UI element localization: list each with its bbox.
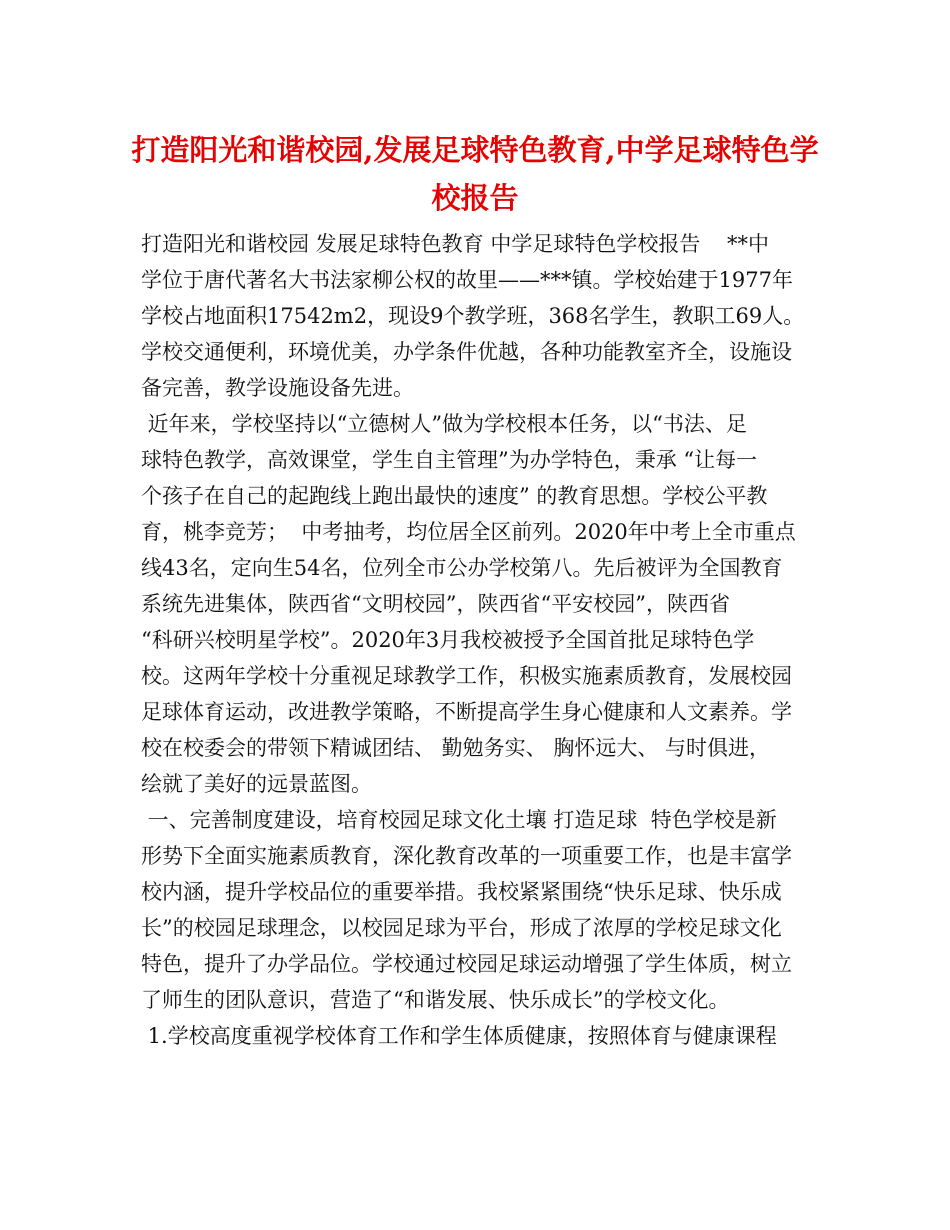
body-line: 形势下全面实施素质教育，深化教育改革的一项重要工作，也是丰富学 — [141, 844, 792, 868]
body-line: 校。这两年学校十分重视足球教学工作，积极实施素质教育，发展校园 — [141, 664, 792, 688]
body-line: 学校占地面积17542m2，现设9个教学班，368名学生，教职工69人。 — [141, 304, 805, 328]
body-line: 系统先进集体，陕西省“文明校园”，陕西省“平安校园”，陕西省 — [141, 592, 730, 616]
body-line: 1.学校高度重视学校体育工作和学生体质健康，按照体育与健康课程 — [141, 1024, 777, 1048]
body-line: 特色，提升了办学品位。学校通过校园足球运动增强了学生体质，树立 — [141, 952, 792, 976]
body-line: 校内涵，提升学校品位的重要举措。我校紧紧围绕“快乐足球、快乐成 — [141, 880, 782, 904]
body-line: 球特色教学，高效课堂，学生自主管理”为办学特色，秉承 “让每一 — [141, 448, 758, 472]
body-line: “科研兴校明星学校”。2020年3月我校被授予全国首批足球特色学 — [141, 628, 755, 652]
body-line: 线43名，定向生54名，位列全市公办学校第八。先后被评为全国教育 — [141, 556, 783, 580]
title-line: 打造阳光和谐校园,发展足球特色教育,中学足球特色学 — [131, 133, 819, 167]
body-line: 备完善，教学设施设备先进。 — [141, 376, 414, 400]
body-line: 近年来，学校坚持以“立德树人”做为学校根本任务，以“书法、足 — [141, 412, 747, 436]
body-line: 长”的校园足球理念，以校园足球为平台，形成了浓厚的学校足球文化 — [141, 916, 782, 940]
body-line: 育，桃李竞芳； 中考抽考，均位居全区前列。2020年中考上全市重点 — [141, 520, 796, 544]
document-body — [141, 226, 816, 1054]
body-line: 学位于唐代著名大书法家柳公权的故里——***镇。学校始建于1977年 — [141, 268, 793, 292]
body-line: 打造阳光和谐校园 发展足球特色教育 中学足球特色学校报告 **中 — [141, 232, 770, 256]
body-line: 了师生的团队意识，营造了“和谐发展、快乐成长”的学校文化。 — [141, 988, 730, 1012]
body-line: 绘就了美好的远景蓝图。 — [141, 772, 372, 796]
body-line: 学校交通便利，环境优美，办学条件优越，各种功能教室齐全，设施设 — [141, 340, 792, 364]
title-line: 校报告 — [431, 181, 519, 215]
body-line: 校在校委会的带领下精诚团结、 勤勉务实、 胸怀远大、 与时俱进， — [141, 736, 771, 760]
body-line: 一、完善制度建设，培育校园足球文化土壤 打造足球 特色学校是新 — [141, 808, 777, 832]
body-line: 足球体育运动，改进教学策略，不断提高学生身心健康和人文素养。学 — [141, 700, 792, 724]
document-title — [120, 126, 830, 222]
body-line: 个孩子在自己的起跑线上跑出最快的速度” 的教育思想。学校公平教 — [141, 484, 768, 508]
